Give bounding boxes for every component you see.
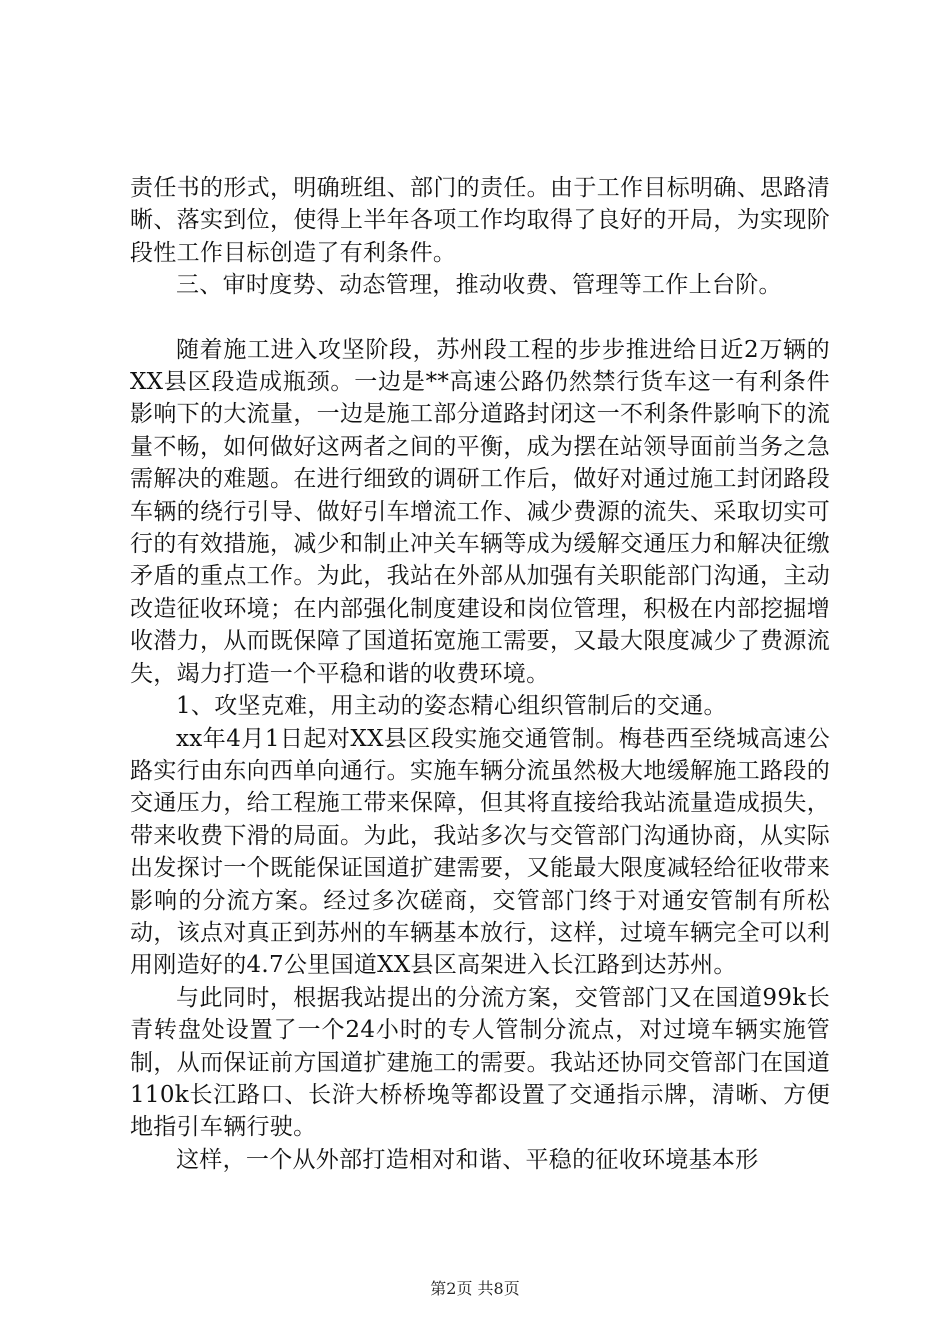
subheading-one: 1、攻坚克难，用主动的姿态精心组织管制后的交通。 (176, 693, 727, 720)
paragraph-traffic-control: xx年4月1日起对XX县区段实施交通管制。梅巷西至绕城高速公路实行由东向西单向通行。实施车辆分流虽然极大地缓解施工路段的交通压力，给工程施工带来保障，但其将直接给我站流量造成损失，带来收费下滑的局面。为此，我站多次与交管部门沟通协商，从实际出发探讨一个既能保证国道扩建需要，又能最大限度减轻给征收带来影响的分流方案。经过多次磋商，交管部门终于对通安管制有所松动，该点对真正到苏州的车辆基本放行，这样，过境车辆完全可以利用刚造好的4.7公里国道XX县区高架进入长江路到达苏州。 (130, 725, 830, 979)
paragraph-closing-fragment: 这样，一个从外部打造相对和谐、平稳的征收环境基本形 (176, 1146, 759, 1173)
paragraph-continuation: 责任书的形式，明确班组、部门的责任。由于工作目标明确、思路清晰、落实到位，使得上半年各项工作均取得了良好的开局，为实现阶段性工作目标创造了有利条件。 (130, 175, 830, 266)
section-heading-three: 三、审时度势、动态管理，推动收费、管理等工作上台阶。 (176, 272, 782, 299)
paragraph-diversion-plan: 与此同时，根据我站提出的分流方案，交管部门又在国道99k长青转盘处设置了一个24小时的专人管制分流点，对过境车辆实施管制，从而保证前方国道扩建施工的需要。我站还协同交管部门在国道110k长江路口、长浒大桥桥堍等都设置了交通指示牌，清晰、方便地指引车辆行驶。 (130, 984, 830, 1141)
page-number-footer: 第2页 共8页 (430, 1279, 520, 1298)
document-body (130, 172, 830, 1176)
paragraph-construction-phase: 随着施工进入攻坚阶段，苏州段工程的步步推进给日近2万辆的XX县区段造成瓶颈。一边是**高速公路仍然禁行货车这一有利条件影响下的大流量，一边是施工部分道路封闭这一不利条件影响下的流量不畅，如何做好这两者之间的平衡，成为摆在站领导面前当务之急需解决的难题。在进行细致的调研工作后，做好对通过施工封闭路段车辆的绕行引导、做好引车增流工作、减少费源的流失、采取切实可行的有效措施，减少和制止冲关车辆等成为缓解交通压力和解决征缴矛盾的重点工作。为此，我站在外部从加强有关职能部门沟通，主动改造征收环境；在内部强化制度建设和岗位管理，积极在内部挖掘增收潜力，从而既保障了国道拓宽施工需要，又最大限度减少了费源流失，竭力打造一个平稳和谐的收费环境。 (130, 336, 830, 687)
